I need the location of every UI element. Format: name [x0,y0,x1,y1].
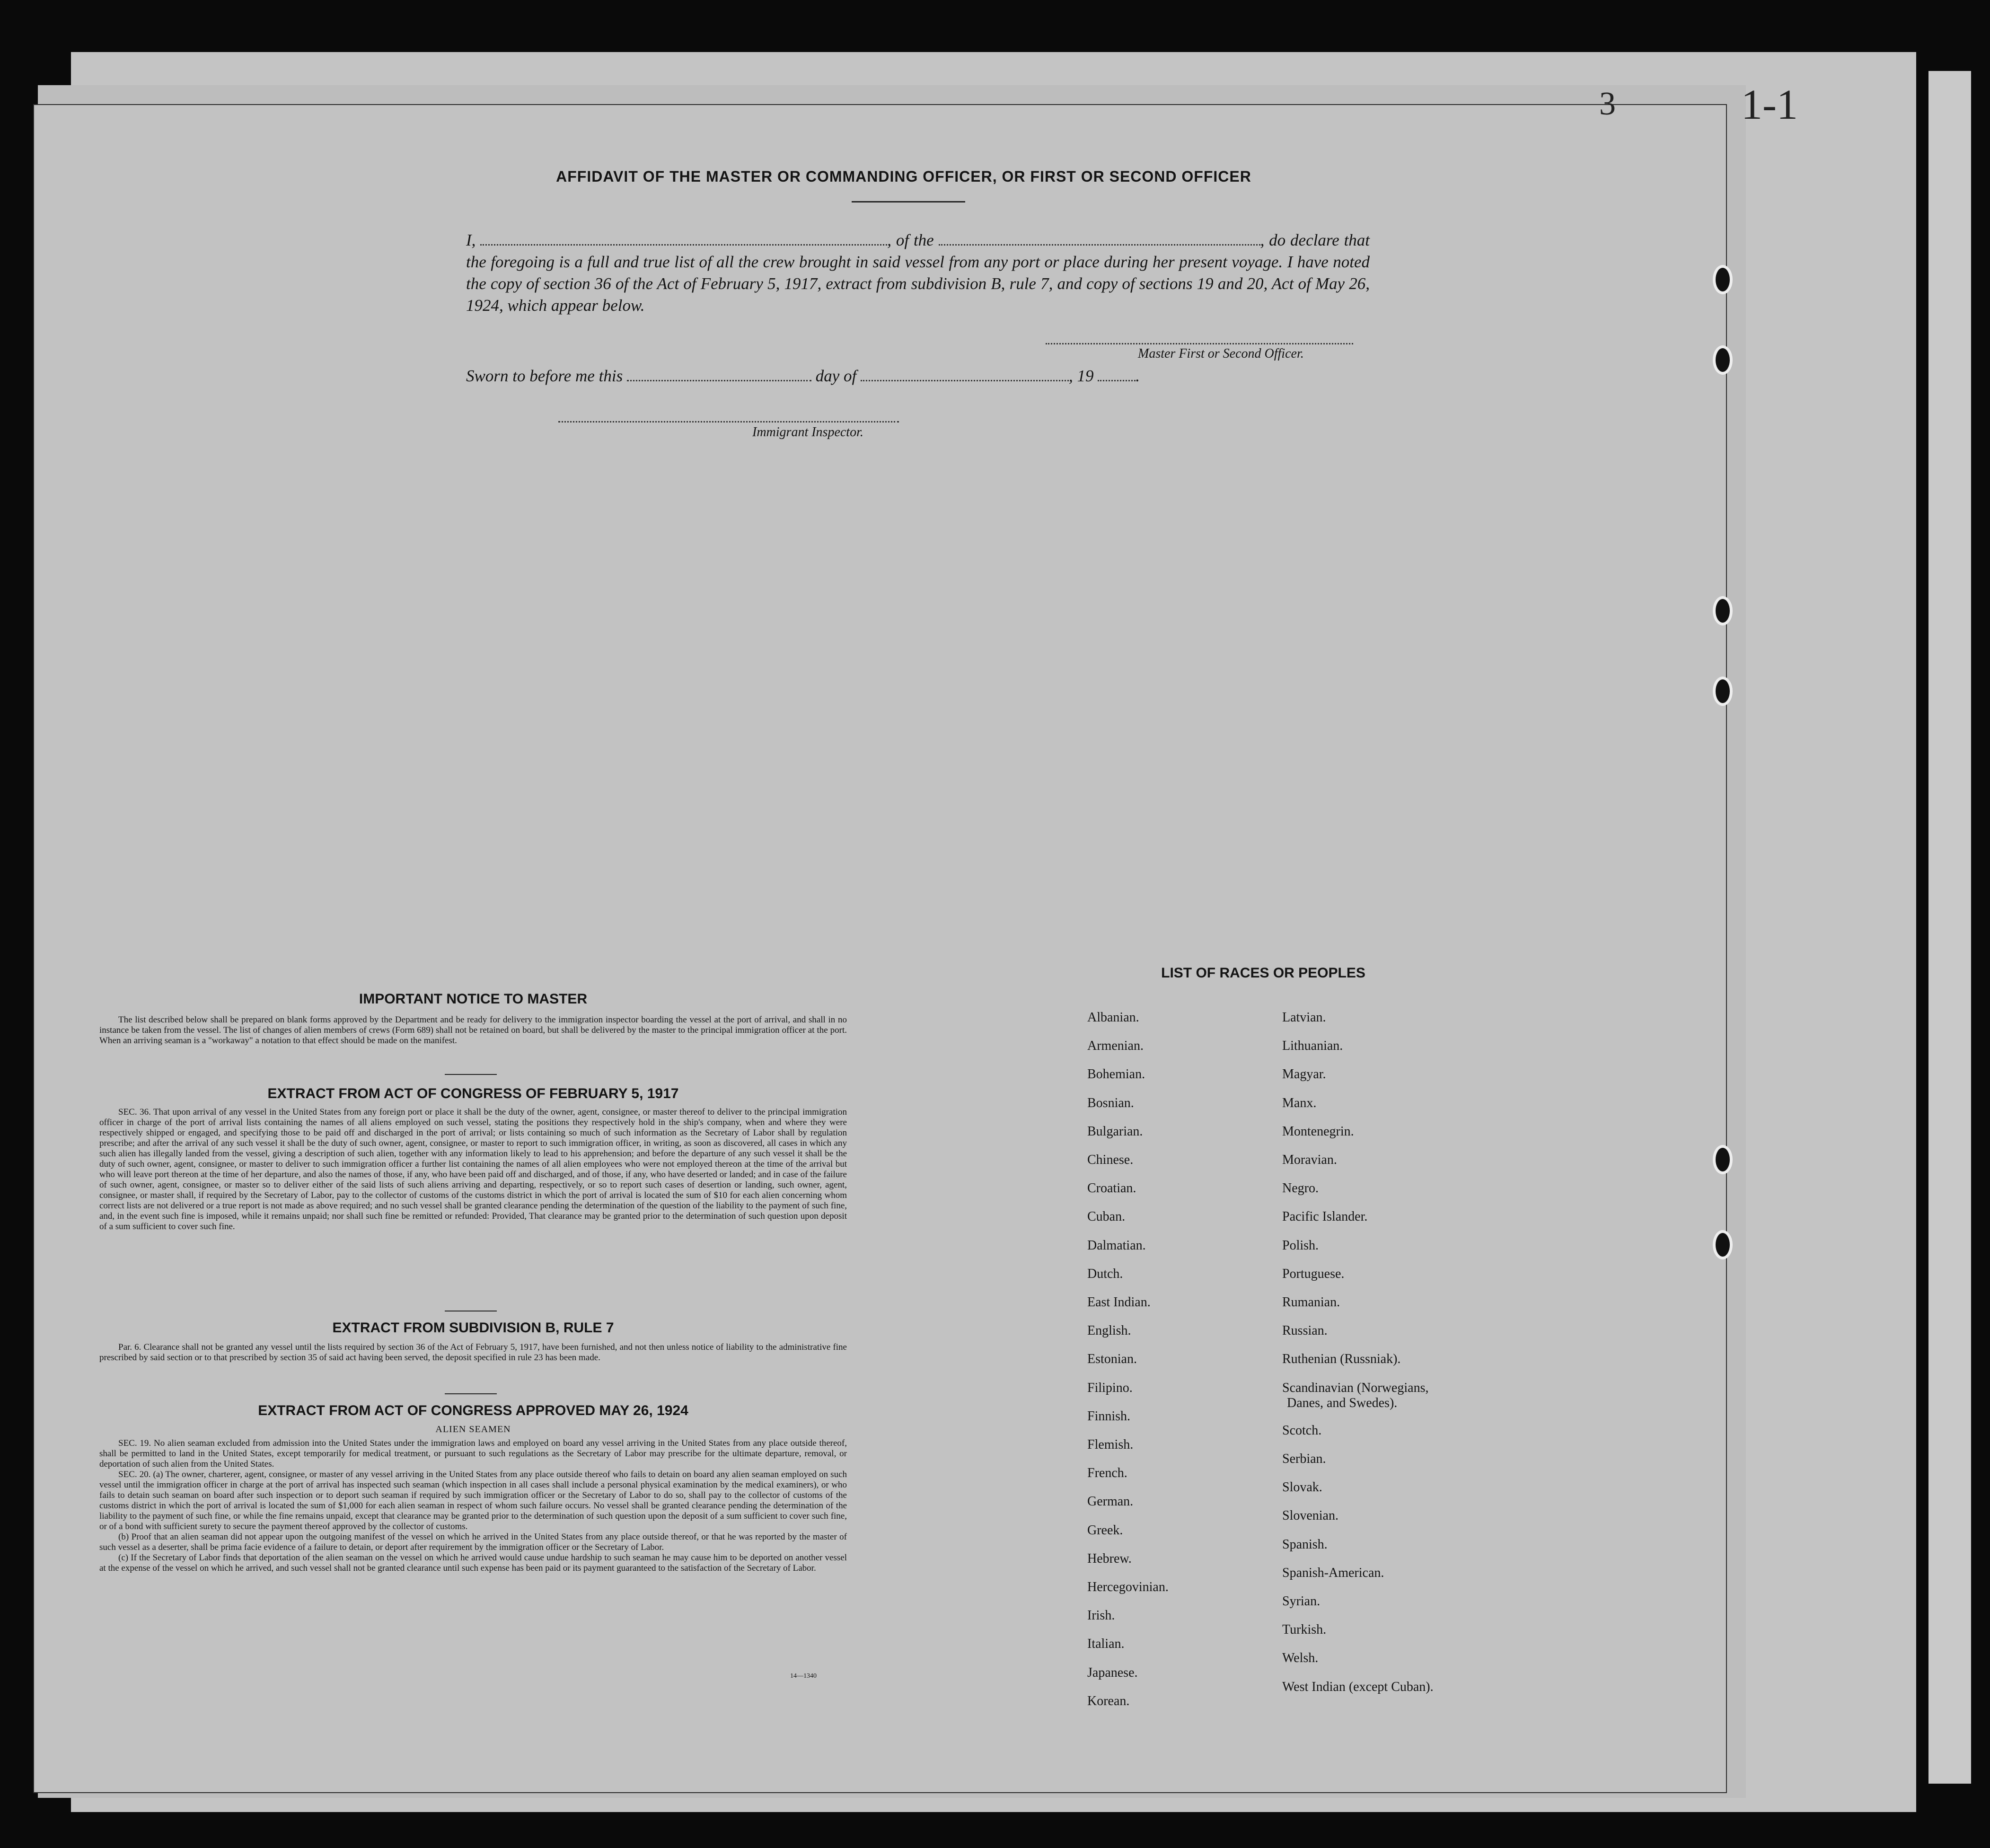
page-edge-tab [1928,71,1971,1784]
vessel-field[interactable] [939,231,1260,246]
race-item: Scotch. [1282,1423,1322,1438]
race-item: Turkish. [1282,1622,1327,1637]
sec-20b-text: (b) Proof that an alien seaman did not appear upon the outgoing manifest of the vessel on which he arrived in the United States from any place outside thereof, or that he was reported by the master of such vessel as a deserter, shall be prima facie evidence of a failure to detain, or deport after requirement by the immigration officer or the Secretary of Labor. [99,1532,847,1552]
race-item: Italian. [1087,1637,1125,1652]
day-of-label: day of [815,367,857,385]
form-code: 14—1340 [790,1672,817,1680]
race-item: Syrian. [1282,1594,1321,1609]
race-item: French. [1087,1466,1127,1481]
race-item: Albanian. [1087,1010,1139,1025]
sworn-month-field[interactable] [861,367,1069,381]
section-rule [445,1393,497,1394]
races-title: LIST OF RACES OR PEOPLES [1161,965,1365,981]
affidavit-body: that the foregoing is a full and true list of all the crew brought in said vessel from any port or place during her present voyage. I have noted the copy of section 36 of the Act of February 5, 1917, extract from subdivision B, rule 7, and copy of sections 19 and 20, Act of May 26, 1924, which appear below. [466,231,1370,315]
race-item: Russian. [1282,1323,1328,1338]
sheet-number: 3 [1599,86,1616,122]
race-item: Magyar. [1282,1067,1326,1082]
extract-1917-text: SEC. 36. That upon arrival of any vessel in the United States from any foreign port or place it shall be the duty of the owner, agent, consignee, or master thereof to deliver to the principal immigration officer in charge of the port of arrival lists containing the names of all aliens employed on such vessel, stating the positions they respectively hold in the ship's company, when and where they were respectively shipped or engaged, and specifying those to be paid off and discharged in the port of arrival; or lists containing so much of such information as the Secretary of Labor shall by regulation prescribe; and after the arrival of any such vessel it shall be the duty of such owner, agent, consignee, or master to report to such immigration officer, in writing, as soon as discovered, all cases in which any such alien has illegally landed from the vessel, giving a description of such alien, together with any information likely to lead to his apprehension; and before the departure of any such vessel it shall be the duty of such owner, agent, consignee, or master to deliver to such immigration officer a further list containing the names of all alien employees who were not employed thereon at the time of the arrival but who will leave port thereon at the time of her departure, and also the names of those, if any, who have been paid off and discharged, and of those, if any, who have deserted or landed; and in case of the failure of such owner, agent, consignee, or master so to deliver either of the said lists of such aliens arriving and departing, respectively, or so to report such cases of desertion or landing, such owner, agent, consignee, or master shall, if required by the Secretary of Labor, pay to the collector of customs of the customs district in which the port of arrival is located the sum of $10 for each alien concerning whom correct lists are not delivered or a true report is not made as above required; and no such vessel shall be granted clearance pending the determination of the question of the liability to the payment of such fine, and, in the event such fine is imposed, while it remains unpaid; nor shall such fine be remitted or refunded: Provided, That clearance may be granted prior to the determination of such question upon deposit of a sum sufficient to cover such fine. [99,1107,847,1232]
race-item: East Indian. [1087,1295,1151,1310]
race-item: Dutch. [1087,1266,1123,1281]
notice-text: The list described below shall be prepared on blank forms approved by the Department and be ready for delivery to the immigration inspector boarding the vessel at the port of arrival, and shall in no instance be taken from the vessel. The list of changes of alien members of crews (Form 689) shall not be retained on board, but shall be delivered by the master to the principal immigration officer at the port. When an arriving seaman is a "workaway" a notation to that effect should be made on the manifest. [99,1015,847,1046]
race-item: Latvian. [1282,1010,1326,1025]
race-item: German. [1087,1494,1134,1509]
race-item: Slovenian. [1282,1508,1338,1523]
race-item: Korean. [1087,1693,1130,1708]
affidavit-text [466,229,1370,317]
race-item: Welsh. [1282,1651,1319,1666]
race-item: Ruthenian (Russniak). [1282,1352,1401,1367]
affidavit-title: AFFIDAVIT OF THE MASTER OR COMMANDING OFFICER, OR FIRST OR SECOND OFFICER [556,168,1251,185]
punch-hole [1713,345,1733,375]
race-item: Cuban. [1087,1209,1126,1224]
race-item: Flemish. [1087,1437,1134,1452]
punch-hole [1713,596,1733,625]
race-item: Lithuanian. [1282,1038,1343,1054]
race-item: English. [1087,1323,1131,1338]
race-item: Montenegrin. [1282,1124,1354,1139]
race-item: Estonian. [1087,1352,1137,1367]
race-item: Chinese. [1087,1153,1134,1167]
race-item: Irish. [1087,1608,1115,1623]
race-item: Finnish. [1087,1408,1131,1424]
punch-hole [1713,265,1733,294]
notice-title: IMPORTANT NOTICE TO MASTER [359,991,588,1007]
punch-hole [1713,1230,1733,1259]
extract-rule7-title: EXTRACT FROM SUBDIVISION B, RULE 7 [332,1320,614,1336]
race-item: West Indian (except Cuban). [1282,1679,1434,1694]
extract-1917-title: EXTRACT FROM ACT OF CONGRESS OF FEBRUARY 5, 1917 [267,1086,679,1101]
race-item: Greek. [1087,1522,1123,1538]
sworn-line [466,367,1140,386]
inspector-signature-line[interactable] [558,421,899,422]
of-the-label: , of the [887,231,934,249]
corner-mark: 1-1 [1741,81,1798,128]
race-item: Dalmatian. [1087,1238,1146,1253]
extract-1924-title: EXTRACT FROM ACT OF CONGRESS APPROVED MAY 26, 1924 [258,1403,688,1418]
sworn-prefix: Sworn to before me this [466,367,623,385]
inspector-signature-label: Immigrant Inspector. [752,425,863,440]
do-declare-label: , do declare [1260,231,1339,249]
declare-prefix: I, [466,231,476,249]
section-rule [445,1074,497,1075]
sec-20a-text: SEC. 20. (a) The owner, charterer, agent, consignee, or master of any vessel arriving in the United States from any place outside thereof who fails to detain on board any alien seaman employed on such vessel until the immigration officer in charge at the port of arrival has inspected such seaman (which inspection in all cases shall include a personal physical examination by the medical examiners), or who fails to detain such seaman on board after such inspection or to deport such seaman if required by such immigration officer or the Secretary of Labor to do so, shall pay to the collector of customs of the customs district in which the port of arrival is located the sum of $1,000 for each alien seaman in respect of whom such failure occurs. No vessel shall be granted clearance pending the determination of the liability to the payment of such fine, or while the fine remains unpaid, except that clearance may be granted prior to the determination of such question upon the deposit of a sum sufficient to cover such fine, or of a bond with sufficient surety to secure the payment thereof approved by the collector of customs. [99,1470,847,1531]
race-item: Slovak. [1282,1480,1322,1495]
race-item: Rumanian. [1282,1295,1340,1310]
punch-hole [1713,677,1733,706]
sec-20c-text: (c) If the Secretary of Labor finds that deportation of the alien seaman on the vessel on which he arrived would cause undue hardship to such seaman he may cause him to be deported on another vessel at the expense of the vessel on which he arrived, and such vessel shall not be granted clearance until such expense has been paid or its payment guaranteed to the satisfaction of the Secretary of Labor. [99,1553,847,1573]
race-item: Armenian. [1087,1038,1144,1054]
race-item: Polish. [1282,1238,1319,1253]
extract-rule7-text: Par. 6. Clearance shall not be granted any vessel until the lists required by section 36 of the Act of February 5, 1917, have been furnished, and not then unless notice of liability to the administrative fine prescribed by said section or to that prescribed by section 35 of said act having been served, the deposit specified in rule 23 has been made. [99,1342,847,1363]
race-item: Japanese. [1087,1665,1138,1680]
race-item: Spanish. [1282,1537,1328,1552]
race-item: Scandinavian (Norwegians, [1282,1380,1429,1395]
punch-hole [1713,1145,1733,1174]
alien-seamen-subtitle: ALIEN SEAMEN [435,1424,511,1434]
race-item: Hercegovinian. [1087,1580,1169,1594]
race-item: Bosnian. [1087,1095,1134,1110]
race-item: Croatian. [1087,1181,1136,1196]
race-item: Bulgarian. [1087,1124,1143,1139]
sworn-day-field[interactable] [627,367,811,381]
race-item: Manx. [1282,1095,1317,1110]
race-item: Filipino. [1087,1380,1133,1395]
race-item: Moravian. [1282,1153,1337,1167]
race-item: Bohemian. [1087,1067,1145,1082]
year-suffix: . [1136,367,1140,385]
race-item: Hebrew. [1087,1551,1132,1566]
race-item: Danes, and Swedes). [1287,1395,1398,1410]
race-item: Pacific Islander. [1282,1209,1368,1224]
master-signature-line[interactable] [1046,343,1353,344]
title-rule [852,201,965,202]
master-signature-label: Master First or Second Officer. [1138,346,1304,361]
race-item: Negro. [1282,1181,1319,1196]
sec-19-text: SEC. 19. No alien seaman excluded from admission into the United States under the immigration laws and employed on board any vessel arriving in the United States from any place outside thereof, shall be permitted to land in the United States, except temporarily for medical treatment, or pursuant to such regulations as the Secretary of Labor may prescribe for the ultimate departure, removal, or deportation of such alien from the United States. [99,1438,847,1469]
year-prefix: , 19 [1068,367,1094,385]
race-item: Serbian. [1282,1452,1326,1466]
race-item: Portuguese. [1282,1266,1345,1281]
sworn-year-field[interactable] [1098,367,1136,381]
race-item: Spanish-American. [1282,1565,1384,1580]
name-field[interactable] [480,231,887,246]
extract-1924-text [99,1438,847,1574]
